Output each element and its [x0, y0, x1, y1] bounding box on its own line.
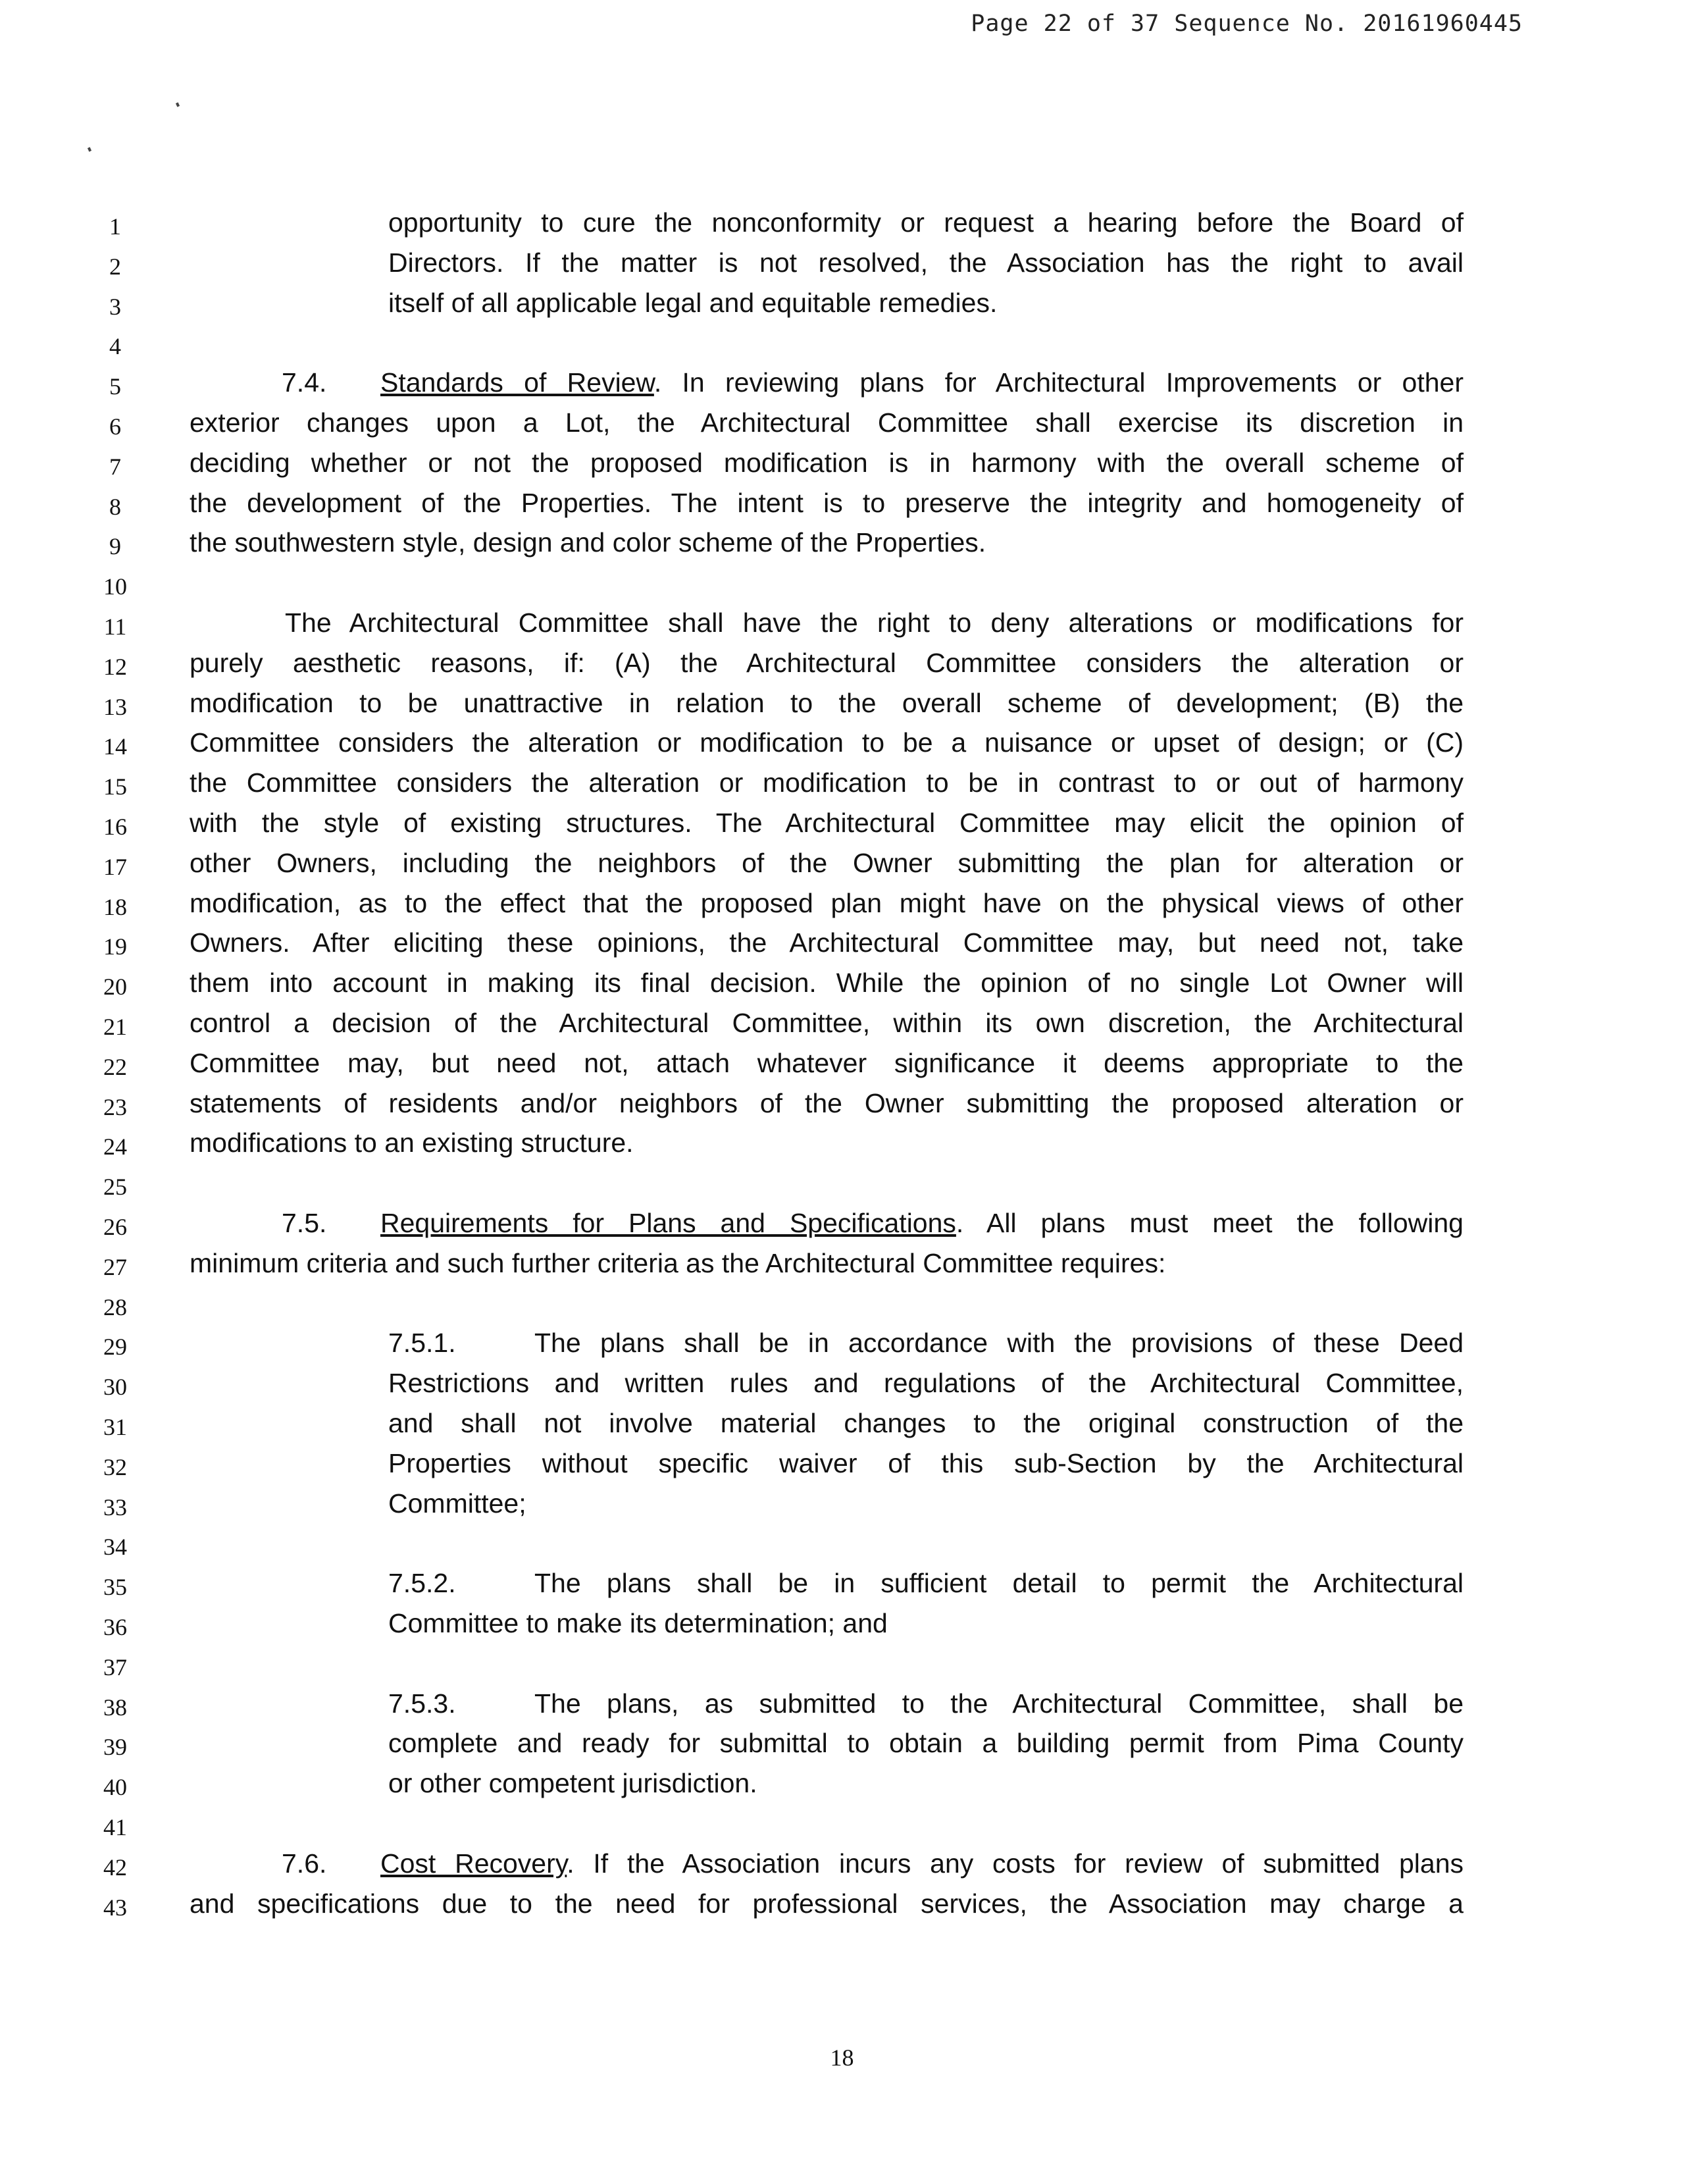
- text-run: or other competent jurisdiction.: [388, 1768, 757, 1799]
- paragraph-text: [190, 603, 1464, 643]
- document-line: [0, 1083, 1684, 1124]
- paragraph-text: [190, 523, 1464, 563]
- paragraph-text: [388, 1363, 1464, 1403]
- section-title: Cost Recovery: [380, 1848, 567, 1879]
- text-run: deciding whether or not the proposed modification is in harmony with the overall scheme of: [190, 447, 1464, 478]
- paragraph-text: [388, 203, 1464, 243]
- line-number: 25: [103, 1174, 127, 1201]
- text-run: Committee considers the alteration or modification to be a nuisance or upset of design; or (C): [190, 727, 1464, 758]
- document-line: [0, 1644, 1684, 1684]
- line-number: 22: [103, 1053, 127, 1080]
- paragraph-text: [190, 683, 1464, 723]
- line-number: 19: [103, 933, 127, 960]
- document-line: [0, 1243, 1684, 1284]
- paragraph-text: [190, 1083, 1464, 1124]
- line-number: 4: [109, 333, 121, 360]
- line-number: 9: [109, 533, 121, 560]
- paragraph-text: [388, 243, 1464, 283]
- line-number: 8: [109, 493, 121, 520]
- subsection-number: 7.5.2.: [388, 1568, 456, 1599]
- line-number: 1: [109, 213, 121, 240]
- document-line: [0, 643, 1684, 683]
- document-line: [0, 763, 1684, 803]
- document-line: [0, 803, 1684, 843]
- line-number: 21: [103, 1014, 127, 1040]
- section-text: . In reviewing plans for Architectural Improvements or other: [653, 367, 1464, 398]
- text-run: Owners. After eliciting these opinions, the Architectural Committee may, but need not, take: [190, 927, 1464, 958]
- text-run: Committee to make its determination; and: [388, 1608, 888, 1638]
- paragraph-text: [190, 923, 1464, 963]
- line-number: 43: [103, 1894, 127, 1921]
- text-run: with the style of existing structures. The Architectural Committee may elicit the opinion of: [190, 808, 1464, 838]
- line-number: 20: [103, 974, 127, 1001]
- document-line: [0, 883, 1684, 923]
- document-line: [0, 283, 1684, 323]
- paragraph-text: [388, 283, 1464, 323]
- document-line: [0, 403, 1684, 443]
- line-number: 38: [103, 1694, 127, 1721]
- document-line: [0, 1403, 1684, 1443]
- paragraph-text: [190, 1043, 1464, 1083]
- line-number: 34: [103, 1534, 127, 1561]
- text-run: Committee;: [388, 1488, 526, 1519]
- section-title: Requirements for Plans and Specifications: [380, 1208, 956, 1238]
- paragraph-text: [388, 1723, 1464, 1763]
- text-run: itself of all applicable legal and equitable remedies.: [388, 287, 998, 318]
- paragraph-text: [388, 1443, 1464, 1484]
- paragraph-text: [190, 1243, 1464, 1284]
- document-line: [0, 843, 1684, 883]
- subsection-line: [388, 1323, 1464, 1363]
- subsection-text: The plans shall be in accordance with the provisions of these Deed: [534, 1328, 1464, 1359]
- document-line: [0, 523, 1684, 563]
- document-line: [0, 1484, 1684, 1524]
- line-number: 37: [103, 1653, 127, 1680]
- text-run: and shall not involve material changes to the original construction of the: [388, 1408, 1464, 1438]
- line-number: 12: [103, 653, 127, 680]
- line-number: 30: [103, 1374, 127, 1401]
- paragraph-text: [388, 1403, 1464, 1443]
- subsection-number: 7.5.1.: [388, 1328, 456, 1359]
- line-number: 39: [103, 1734, 127, 1761]
- document-line: [0, 243, 1684, 283]
- paragraph-text: [190, 963, 1464, 1003]
- subsection-text: The plans shall be in sufficient detail to permit the Architectural: [534, 1568, 1464, 1599]
- document-line: [0, 1284, 1684, 1324]
- section-text: . If the Association incurs any costs for review of submitted plans: [567, 1848, 1464, 1879]
- scan-speck: [176, 102, 180, 107]
- line-number: 42: [103, 1854, 127, 1881]
- document-line: [0, 1884, 1684, 1924]
- line-number: 13: [103, 693, 127, 720]
- document-line: [0, 1523, 1684, 1563]
- text-run: modification, as to the effect that the proposed plan might have on the physical views of other: [190, 887, 1464, 918]
- line-number: 41: [103, 1814, 127, 1840]
- line-number: 28: [103, 1293, 127, 1320]
- text-run: complete and ready for submittal to obtain a building permit from Pima County: [388, 1728, 1464, 1759]
- text-run: minimum criteria and such further criteria as the Architectural Committee requires:: [190, 1247, 1166, 1278]
- text-run: other Owners, including the neighbors of the Owner submitting the plan for alteration or: [190, 847, 1464, 878]
- text-run: modification to be unattractive in relation to the overall scheme of development; (B) the: [190, 687, 1464, 718]
- line-number: 5: [109, 373, 121, 400]
- paragraph-text: [388, 1763, 1464, 1804]
- document-line: [0, 1363, 1684, 1403]
- paragraph-text: [190, 643, 1464, 683]
- subsection-number: 7.5.3.: [388, 1688, 456, 1719]
- document-line: [0, 1804, 1684, 1844]
- paragraph-text: [190, 763, 1464, 803]
- document-line: [0, 323, 1684, 363]
- page-number: 18: [830, 2044, 854, 2071]
- document-line: [0, 1603, 1684, 1644]
- page-header: Page 22 of 37 Sequence No. 20161960445: [971, 11, 1523, 37]
- line-number: 35: [103, 1574, 127, 1601]
- document-line: [0, 483, 1684, 523]
- paragraph-text: [388, 1484, 1464, 1524]
- line-number: 16: [103, 814, 127, 840]
- line-number: 24: [103, 1133, 127, 1160]
- line-number: 32: [103, 1453, 127, 1480]
- line-number: 15: [103, 773, 127, 800]
- paragraph-text: [190, 1884, 1464, 1924]
- line-number: 17: [103, 853, 127, 880]
- document-line: [0, 1003, 1684, 1043]
- scan-speck: [88, 147, 91, 151]
- section-number: 7.4.: [282, 367, 327, 398]
- text-run: Properties without specific waiver of this sub-Section by the Architectural: [388, 1447, 1464, 1478]
- text-run: modifications to an existing structure.: [190, 1128, 634, 1158]
- section-heading-line: [190, 363, 1464, 403]
- section-text: . All plans must meet the following: [956, 1208, 1464, 1238]
- document-line: [0, 1043, 1684, 1083]
- line-number: 23: [103, 1093, 127, 1120]
- document-line: [0, 723, 1684, 763]
- text-run: exterior changes upon a Lot, the Architectural Committee shall exercise its discretion in: [190, 407, 1464, 438]
- line-number: 26: [103, 1214, 127, 1240]
- document-line: [0, 963, 1684, 1003]
- line-number: 2: [109, 253, 121, 280]
- text-run: them into account in making its final decision. While the opinion of no single Lot Owner will: [190, 968, 1464, 999]
- document-line: [0, 683, 1684, 723]
- text-run: and specifications due to the need for professional services, the Association may charge a: [190, 1888, 1464, 1919]
- section-number: 7.6.: [282, 1848, 327, 1879]
- document-line: [0, 1563, 1684, 1603]
- line-number: 27: [103, 1253, 127, 1280]
- subsection-line: [388, 1563, 1464, 1603]
- document-line: [0, 603, 1684, 643]
- text-run: opportunity to cure the nonconformity or request a hearing before the Board of: [388, 207, 1464, 238]
- line-number: 40: [103, 1774, 127, 1801]
- line-number: 29: [103, 1334, 127, 1361]
- paragraph-text: [388, 1603, 1464, 1644]
- section-number: 7.5.: [282, 1208, 327, 1238]
- section-heading-line: [190, 1844, 1464, 1884]
- line-number: 11: [103, 613, 127, 640]
- document-line: [0, 203, 1684, 243]
- document-line: [0, 1163, 1684, 1203]
- paragraph-text: [190, 483, 1464, 523]
- text-run: Directors. If the matter is not resolved, the Association has the right to avail: [388, 247, 1464, 278]
- document-line: [0, 1684, 1684, 1724]
- section-heading-line: [190, 1203, 1464, 1243]
- line-number: 10: [103, 573, 127, 600]
- document-line: [0, 443, 1684, 483]
- paragraph-text: [190, 803, 1464, 843]
- section-title: Standards of Review: [380, 367, 654, 398]
- document-line: [0, 1323, 1684, 1363]
- text-run: the development of the Properties. The intent is to preserve the integrity and homogeneity of: [190, 487, 1464, 518]
- document-line: [0, 1723, 1684, 1763]
- paragraph-text: [190, 1123, 1464, 1163]
- text-run: purely aesthetic reasons, if: (A) the Architectural Committee considers the alteration or: [190, 647, 1464, 678]
- text-run: Restrictions and written rules and regulations of the Architectural Committee,: [388, 1368, 1464, 1399]
- line-number: 14: [103, 733, 127, 760]
- line-number: 7: [109, 453, 121, 480]
- line-number: 6: [109, 413, 121, 440]
- line-number: 18: [103, 893, 127, 920]
- document-line: [0, 1443, 1684, 1484]
- subsection-text: The plans, as submitted to the Architectural Committee, shall be: [534, 1688, 1464, 1719]
- line-number: 3: [109, 293, 121, 320]
- document-line: [0, 1123, 1684, 1163]
- text-run: statements of residents and/or neighbors of the Owner submitting the proposed alteration or: [190, 1087, 1464, 1118]
- line-number: 36: [103, 1614, 127, 1640]
- paragraph-text: [190, 883, 1464, 923]
- subsection-line: [388, 1684, 1464, 1724]
- document-line: [0, 1763, 1684, 1804]
- document-line: [0, 923, 1684, 963]
- paragraph-text: [190, 843, 1464, 883]
- text-run: the Committee considers the alteration or modification to be in contrast to or out of harmony: [190, 767, 1464, 798]
- line-number: 33: [103, 1494, 127, 1521]
- text-run: Committee may, but need not, attach whatever significance it deems appropriate to the: [190, 1047, 1464, 1078]
- paragraph-text: [190, 443, 1464, 483]
- text-run: The Architectural Committee shall have the right to deny alterations or modifications for: [285, 608, 1464, 638]
- document-line: [0, 1844, 1684, 1884]
- text-run: the southwestern style, design and color scheme of the Properties.: [190, 527, 986, 558]
- paragraph-text: [190, 723, 1464, 763]
- document-line: [0, 363, 1684, 403]
- paragraph-text: [190, 403, 1464, 443]
- text-run: control a decision of the Architectural Committee, within its own discretion, the Architectural: [190, 1008, 1464, 1038]
- document-line: [0, 1203, 1684, 1243]
- line-number: 31: [103, 1414, 127, 1440]
- paragraph-text: [190, 1003, 1464, 1043]
- document-line: [0, 563, 1684, 603]
